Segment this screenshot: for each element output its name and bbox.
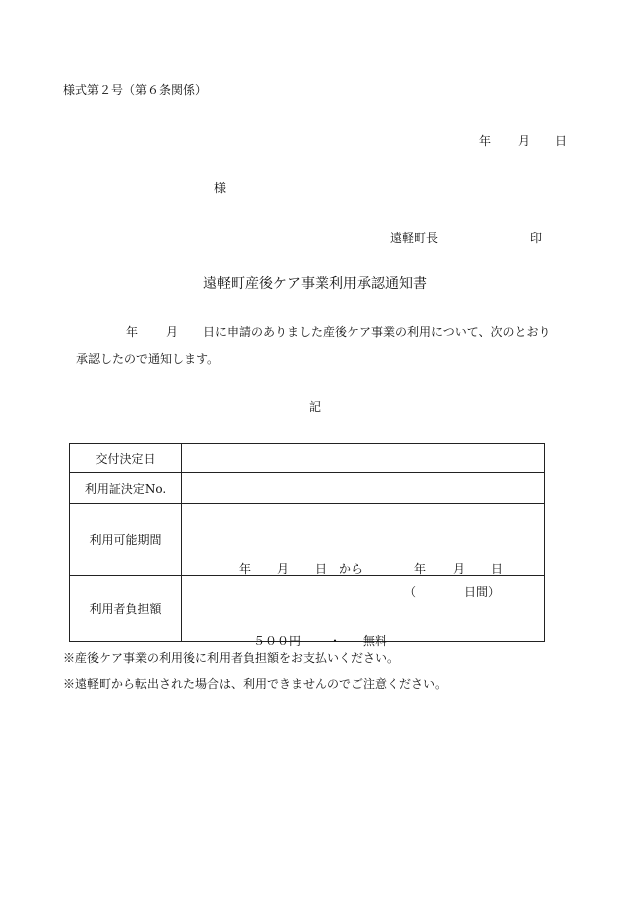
date-day-label: 日 (555, 134, 568, 148)
from-day-label: 日 (315, 561, 328, 576)
user-fee-label: 利用者負担額 (70, 576, 182, 642)
certificate-number-value (182, 473, 545, 504)
usage-period-label: 利用可能期間 (70, 504, 182, 576)
seal-mark: 印 (530, 231, 543, 245)
document-title: 遠軽町産後ケア事業利用承認通知書 (203, 276, 427, 292)
from-kara-label: から (339, 561, 364, 576)
from-month-label: 月 (277, 561, 290, 576)
date-year-label: 年 (479, 134, 492, 148)
issue-date-value (182, 444, 545, 473)
fee-separator: ・ (329, 633, 342, 648)
date-month-label: 月 (518, 134, 531, 148)
to-day-label: 日 (491, 561, 504, 576)
addressee-honorific: 様 (214, 181, 227, 195)
certificate-number-label: 利用証決定No. (70, 473, 182, 504)
days-paren-open: （ (404, 584, 417, 599)
fee-amount: ５００円 (253, 633, 302, 648)
form-number: 様式第２号（第６条関係） (63, 83, 208, 97)
body-year-label: 年 (126, 325, 139, 339)
fee-free-option: 無料 (363, 633, 388, 648)
table-row (70, 444, 545, 473)
table-row (70, 473, 545, 504)
issue-date-label: 交付決定日 (70, 444, 182, 473)
ki-heading: 記 (309, 400, 322, 414)
from-year-label: 年 (239, 561, 252, 576)
approval-table (69, 443, 545, 648)
to-year-label: 年 (414, 561, 427, 576)
note-2: ※遠軽町から転出された場合は、利用できませんのでご注意ください。 (63, 677, 448, 691)
body-line-2: 承認したので通知します。 (76, 352, 220, 366)
body-line-1: 日に申請のありました産後ケア事業の利用について、次のとおり (203, 325, 551, 339)
to-month-label: 月 (453, 561, 466, 576)
note-1: ※産後ケア事業の利用後に利用者負担額をお支払いください。 (63, 651, 400, 665)
sender-title: 遠軽町長 (390, 231, 439, 245)
table-row (70, 504, 545, 576)
body-month-label: 月 (166, 325, 179, 339)
usage-period-value (182, 504, 545, 599)
days-label: 日間） (464, 584, 501, 599)
